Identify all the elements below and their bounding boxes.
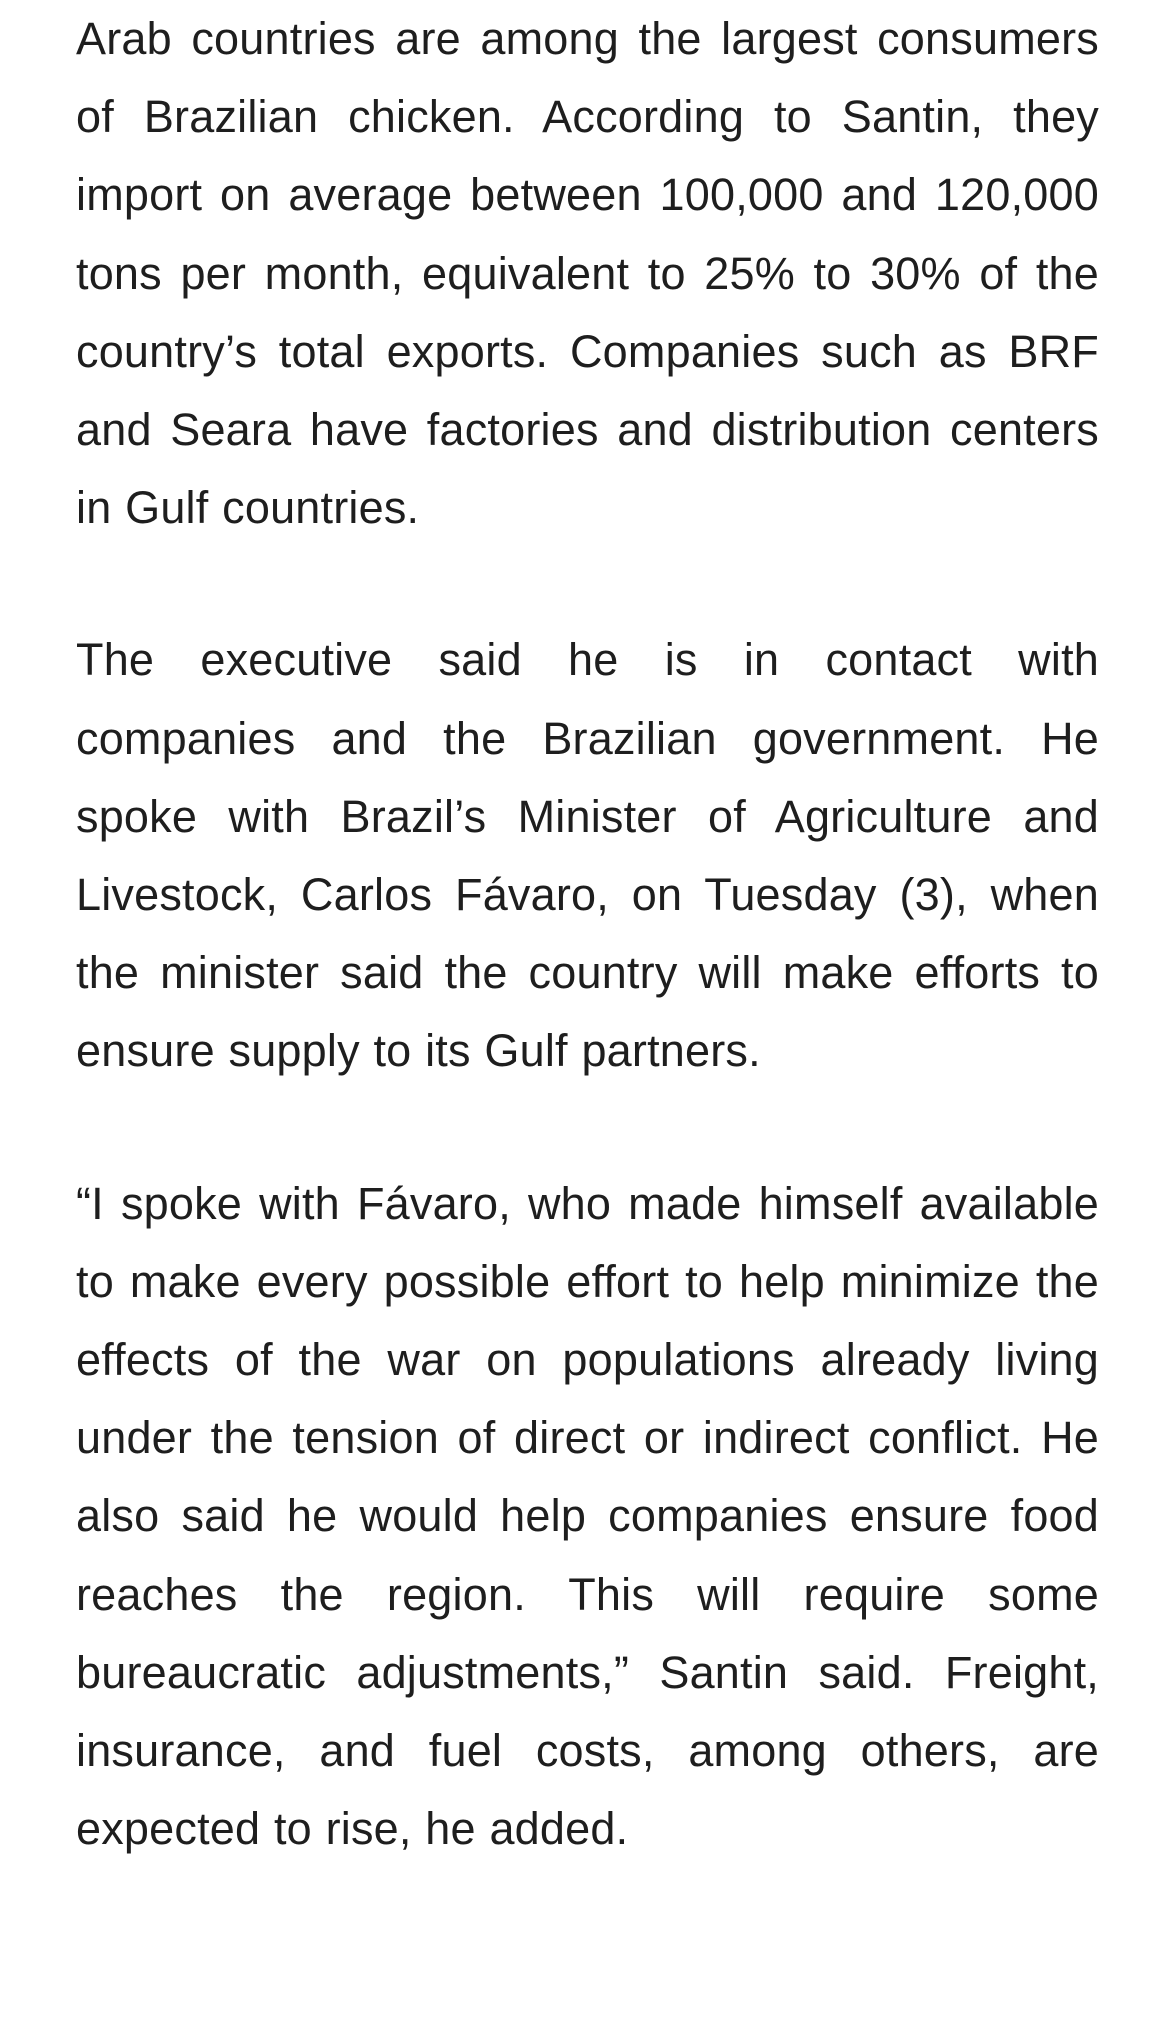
article-paragraph-1: Arab countries are among the largest consumers of Brazilian chicken. According to Santin, they import on average between 100,000 and 120,000 tons per month, equivalent to 25% to 30% of the country’s total exports. Companies such as BRF and Seara have factories and distribution centers in Gulf countries. — [76, 13, 1099, 534]
article-paragraph-3: “I spoke with Fávaro, who made himself available to make every possible effort to help minimize the effects of the war on populations already living under the tension of direct or indirect conflict. He also said he would help companies ensure food reaches the region. This will require some bureaucratic adjustments,” Santin said. Freight, insurance, and fuel costs, among others, are expected to rise, he added. — [76, 1177, 1099, 1855]
article-body — [76, 0, 1099, 1868]
article-paragraph-2: The executive said he is in contact with companies and the Brazilian government. He spoke with Brazil’s Minister of Agriculture and Livestock, Carlos Fávaro, on Tuesday (3), when the minister said the country will make efforts to ensure supply to its Gulf partners. — [76, 634, 1099, 1077]
